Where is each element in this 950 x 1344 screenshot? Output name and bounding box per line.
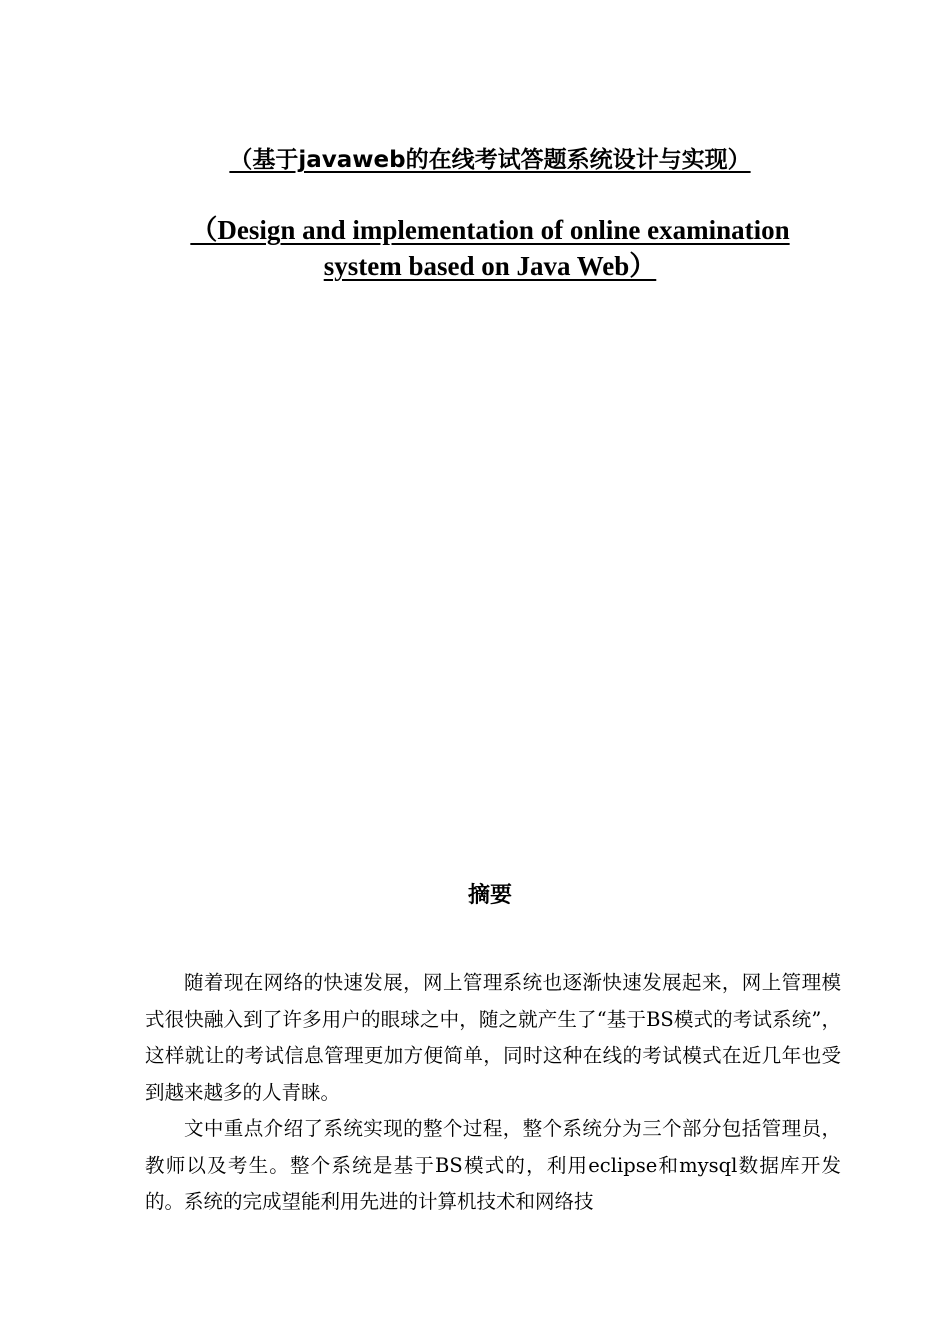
english-title-text: （Design and implementation of online examination system based on Java Web） <box>190 215 790 281</box>
chinese-title <box>0 142 950 178</box>
abstract-paragraph-2: 文中重点介绍了系统实现的整个过程，整个系统分为三个部分包括管理员，教师以及考生。整个系统是基于BS模式的，利用eclipse和mysql数据库开发的。系统的完成望能利用先进的计算机技术和网络技 <box>145 1117 841 1213</box>
chinese-title-text: （基于javaweb的在线考试答题系统设计与实现） <box>229 147 751 173</box>
abstract-body <box>145 965 841 1221</box>
abstract-heading: 摘要 <box>467 883 512 908</box>
abstract-paragraph-1: 随着现在网络的快速发展，网上管理系统也逐渐快速发展起来，网上管理模式很快融入到了许多用户的眼球之中，随之就产生了“基于BS模式的考试系统”，这样就让的考试信息管理更加方便简单，同时这种在线的考试模式在近几年也受到越来越多的人青睐。 <box>145 971 841 1104</box>
english-title <box>150 212 830 284</box>
